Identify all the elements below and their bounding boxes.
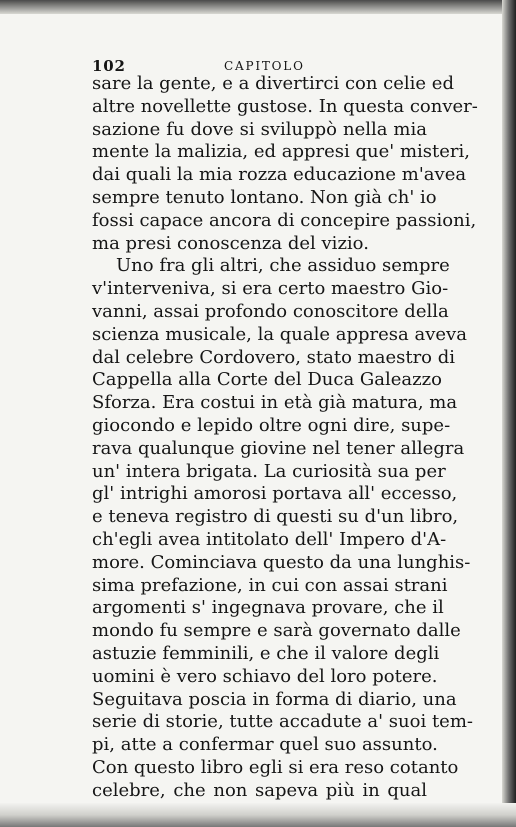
text-line-30: pi, atte a confermar quel suo assunto. (92, 734, 438, 756)
text-line-21: ch'egli avea intitolato dell' Impero d'A- (92, 528, 447, 550)
text-line-8: ma presi conoscenza del vizio. (92, 232, 369, 254)
text-line-17: rava qualunque giovine nel tener allegra (92, 437, 465, 459)
text-line-32: celebre, che non sapeva più in qual (92, 779, 427, 801)
text-line-14: Cappella alla Corte del Duca Galeazzo (92, 369, 442, 391)
text-line-24: argomenti s' ingegnava provare, che il (92, 597, 444, 619)
running-head-title: CAPITOLO (224, 59, 305, 73)
right-scan-shadow (502, 0, 516, 827)
text-line-1: sare la gente, e a divertirci con celie ed (92, 73, 454, 94)
text-line-10: v'interveniva, si era certo maestro Gio- (92, 278, 449, 300)
top-scan-shadow (0, 0, 516, 14)
text-line-5: dai quali la mia rozza educazione m'avea (92, 164, 467, 186)
text-line-16: giocondo e lepido oltre ogni dire, supe- (92, 414, 451, 436)
text-line-22: more. Cominciava questo da una lunghis- (92, 551, 471, 573)
text-line-15: Sforza. Era costui in età già matura, ma (92, 392, 458, 414)
text-line-2: altre novellette gustose. In questa conver- (92, 95, 478, 117)
text-line-3: sazione fu dove si sviluppò nella mia (92, 118, 427, 140)
text-line-27: uomini è vero schiavo del loro potere. (92, 665, 438, 687)
text-line-18: un' intera brigata. La curiosità sua per (92, 460, 446, 482)
bottom-scan-shadow (0, 803, 516, 827)
page-body-text (92, 73, 478, 803)
text-line-6: sempre tenuto lontano. Non già ch' io (92, 186, 437, 208)
text-line-23: sima prefazione, in cui con assai strani (92, 574, 448, 596)
text-line-31: Con questo libro egli si era reso cotanto (92, 756, 459, 778)
text-line-20: e teneva registro di questi su d'un libro, (92, 506, 459, 528)
text-line-19: gl' intrighi amorosi portava all' eccesso, (92, 483, 458, 505)
text-line-25: mondo fu sempre e sarà governato dalle (92, 620, 461, 642)
text-line-28: Seguitava poscia in forma di diario, una (92, 688, 457, 710)
text-line-13: dal celebre Cordovero, stato maestro di (92, 346, 456, 368)
text-line-12: scienza musicale, la quale appresa aveva (92, 323, 467, 345)
text-line-29: serie di storie, tutte accadute a' suoi tem- (92, 711, 473, 733)
text-line-26: astuzie femminili, e che il valore degli (92, 642, 440, 664)
text-line-4: mente la malizia, ed appresi que' misteri, (92, 141, 470, 163)
page-number: 102 (92, 57, 126, 75)
text-line-11: vanni, assai profondo conoscitore della (92, 300, 449, 322)
text-line-7: fossi capace ancora di concepire passioni, (92, 209, 477, 231)
text-line-9: Uno fra gli altri, che assiduo sempre (116, 255, 450, 277)
